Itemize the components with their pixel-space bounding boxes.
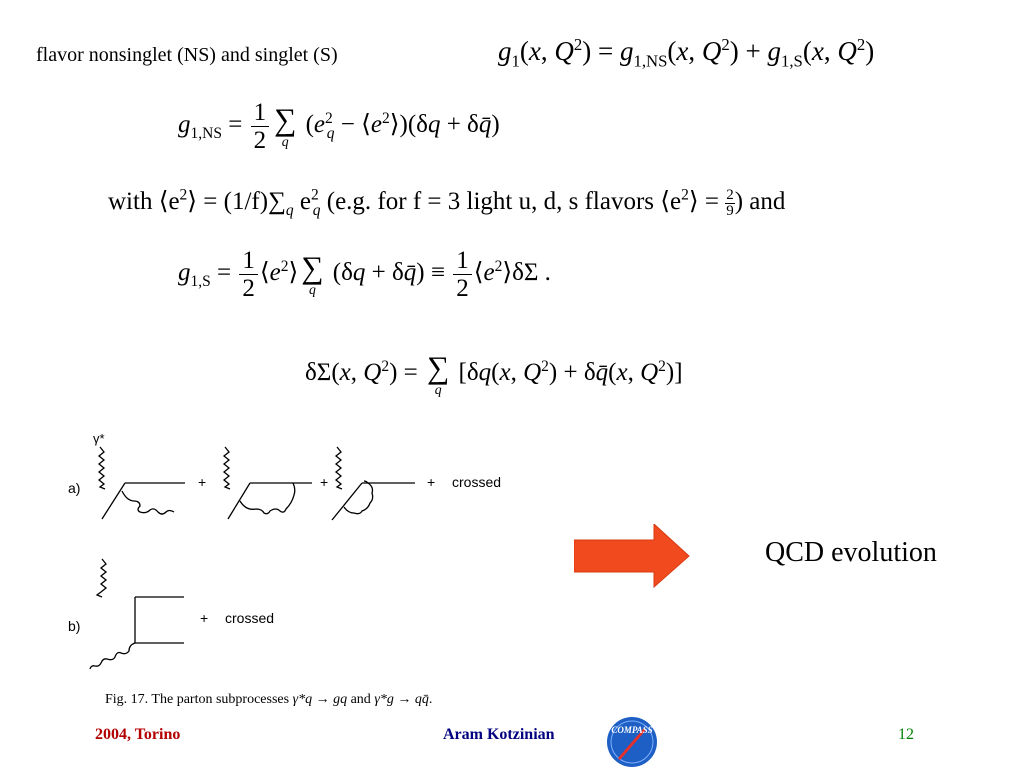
quark-incoming: [228, 483, 250, 519]
footer-date-location: 2004, Torino: [95, 726, 181, 743]
diagram-label-a: a): [68, 480, 81, 496]
slide-subtitle: flavor nonsinglet (NS) and singlet (S): [36, 44, 338, 66]
logo-text: COMPASS: [611, 725, 653, 735]
equation-g1-nonsinglet: $g_{1,NS}$ = $\frac{1}{2}$ ∑ q ($e^2_q$ − $⟨e^2⟩)(\delta q$ + δq̄): [178, 99, 500, 154]
crossed-label: crossed: [452, 474, 502, 490]
photon-line: [224, 447, 230, 489]
compass-logo: [604, 714, 660, 768]
figure-caption: Fig. 17. The parton subprocesses γ*q → gq and γ*g → qq̄.: [105, 692, 433, 707]
photon-line: [336, 447, 342, 489]
equation-delta-sigma: δΣ(x, $Q^2$) = ∑ q [δq(x, $Q^2$) + δq̄(x, $Q^2$)]: [305, 350, 683, 398]
quark-incoming: [102, 483, 125, 519]
page-number: 12: [898, 726, 914, 743]
equation-g1-decomposition: $g_1(x$, $Q^2) = g_{1,NS}(x$, $Q^2) + g_{1,S}(x$, $Q^2$): [498, 35, 875, 71]
photon-line: [99, 447, 105, 489]
plus-sign: +: [198, 474, 207, 490]
feynman-diagrams: [60, 425, 530, 687]
footer-author: Aram Kotzinian: [443, 726, 555, 743]
plus-sign: +: [427, 474, 436, 490]
right-arrow-icon: [574, 524, 690, 588]
quark-incoming: [332, 483, 362, 520]
gluon-line: [90, 643, 135, 669]
qcd-evolution-label: QCD evolution: [765, 537, 937, 568]
gluon-loop: [240, 483, 295, 514]
gluon-loop: [344, 481, 373, 514]
equation-g1-singlet: $g_{1,S}$ = $\frac{1}{2}$ $⟨e^2⟩$ ∑ q (δq + δq̄) ≡ $\frac{1}{2}$ $⟨e^2⟩\delta\Sigma$ .: [178, 247, 551, 302]
crossed-label: crossed: [225, 610, 275, 626]
definition-mean-charge: with $⟨e^2⟩ = (1/f)\sum_q$ $e^2_q$ (e.g. for f = 3 light u, d, s flavors $⟨e^2⟩$ = $\frac{2}{9}$) and: [108, 186, 786, 219]
plus-sign: +: [320, 474, 329, 490]
plus-sign: +: [200, 610, 209, 626]
photon-line: [97, 559, 106, 597]
photon-label: γ*: [93, 431, 105, 446]
gluon-line: [122, 491, 174, 514]
diagram-label-b: b): [68, 618, 81, 634]
